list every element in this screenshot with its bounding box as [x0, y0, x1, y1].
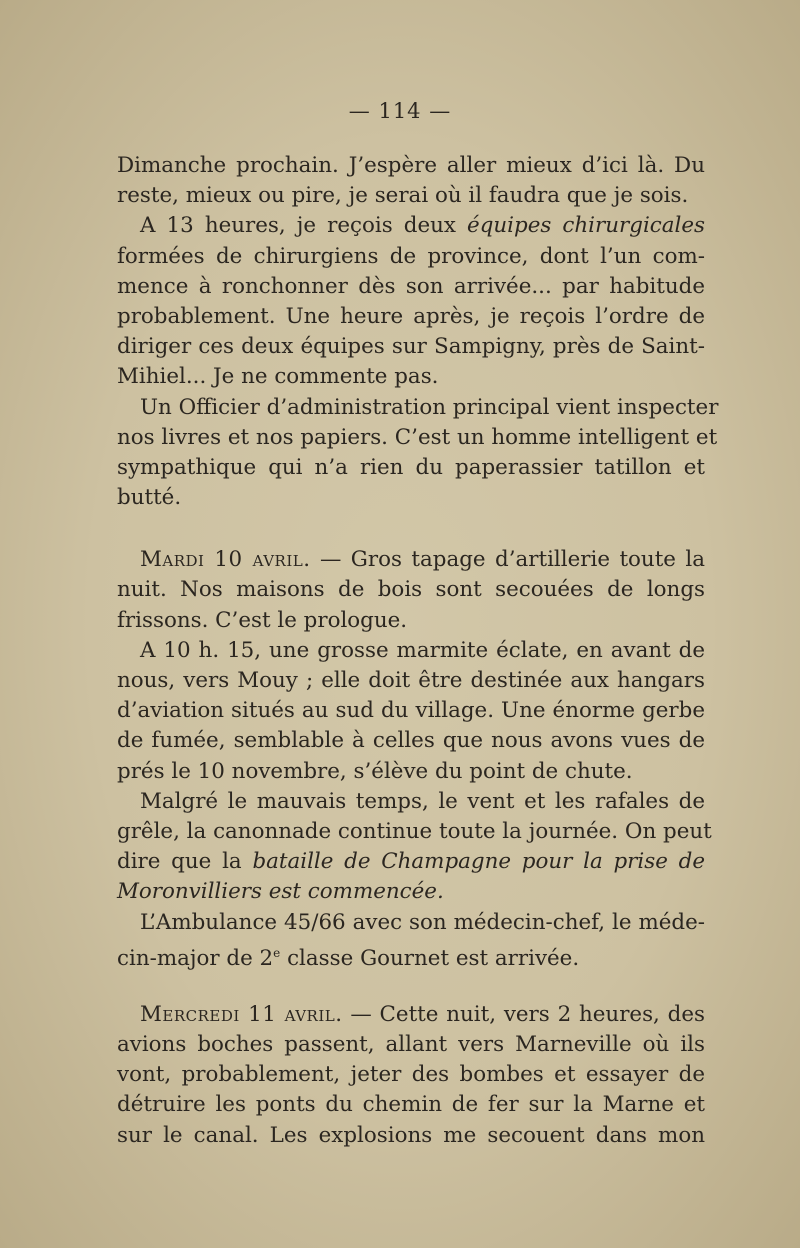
- text-line: probablement. Une heure après, je reçois l’ordre de: [117, 303, 705, 329]
- text-line: sympathique qui n’a rien du paperassier tatillon et: [117, 454, 705, 480]
- text-line: formées de chirurgiens de province, dont l’un com-: [117, 243, 705, 269]
- text-line: grêle, la canonnade continue toute la journée. On peut: [117, 818, 712, 844]
- text-line: nos livres et nos papiers. C’est un homme intelligent et: [117, 424, 718, 450]
- text-line: frissons. C’est le prologue.: [117, 607, 408, 633]
- text-line: prés le 10 novembre, s’élève du point de chute.: [117, 758, 633, 784]
- text-fragment: — Cette nuit, vers 2 heures, des: [342, 1001, 705, 1027]
- section-gap: [117, 968, 705, 1000]
- text-line: sur le canal. Les explosions me secouent dans mon: [117, 1122, 705, 1148]
- text-fragment: dire que la: [117, 849, 253, 875]
- text-fragment: cin-major de 2: [117, 945, 274, 971]
- text-line: [117, 938, 705, 971]
- text-line: de fumée, semblable à celles que nous avons vues de: [117, 728, 705, 754]
- date-heading: Mardi 10 avril.: [140, 547, 311, 573]
- text-line: reste, mieux ou pire, je serai où il faudra que je sois.: [117, 183, 689, 209]
- body-text: [117, 151, 719, 1151]
- text-line: détruire les ponts du chemin de fer sur la Marne et: [117, 1092, 705, 1118]
- italic-phrase: Moronvilliers est commencée.: [117, 879, 444, 905]
- text-line: [117, 1000, 705, 1030]
- date-heading: Mercredi 11 avril.: [140, 1001, 343, 1027]
- text-line: [117, 847, 705, 877]
- text-line: nuit. Nos maisons de bois sont secouées de longs: [117, 577, 705, 603]
- text-line: Un Officier d’administration principal vient inspecter: [140, 394, 719, 420]
- text-fragment: — Gros tapage d’artillerie toute la: [310, 547, 706, 573]
- text-line: avions boches passent, allant vers Marneville où ils: [117, 1032, 705, 1058]
- text-fragment: classe Gournet est arrivée.: [280, 945, 580, 971]
- text-line: vont, probablement, jeter des bombes et essayer de: [117, 1062, 705, 1088]
- italic-term: équipes chirurgicales: [467, 213, 705, 239]
- text-line: [117, 877, 705, 907]
- text-line: [117, 545, 705, 575]
- text-line: Mihiel... Je ne commente pas.: [117, 364, 439, 390]
- text-line: nous, vers Mouy ; elle doit être destinée aux hangars: [117, 668, 705, 693]
- text-line: butté.: [117, 485, 182, 511]
- text-fragment: A 13 heures, je reçois deux: [140, 213, 468, 239]
- page-number: — 114 —: [348, 99, 452, 123]
- text-line: diriger ces deux équipes sur Sampigny, près de Saint-: [117, 334, 705, 360]
- text-line: Malgré le mauvais temps, le vent et les rafales de: [140, 788, 705, 814]
- text-line: L’Ambulance 45/66 avec son médecin-chef, le méde-: [140, 909, 705, 935]
- text-line: A 10 h. 15, une grosse marmite éclate, en avant de: [140, 637, 705, 663]
- italic-phrase: bataille de Champagne pour la prise de: [252, 849, 706, 875]
- text-line: mence à ronchonner dès son arrivée... par habitude: [117, 273, 705, 299]
- section-gap: [117, 513, 705, 545]
- text-line: [117, 211, 705, 241]
- superscript: e: [273, 945, 281, 960]
- text-line: d’aviation situés au sud du village. Une énorme gerbe: [117, 698, 705, 724]
- text-line: Dimanche prochain. J’espère aller mieux d’ici là. Du: [117, 153, 705, 178]
